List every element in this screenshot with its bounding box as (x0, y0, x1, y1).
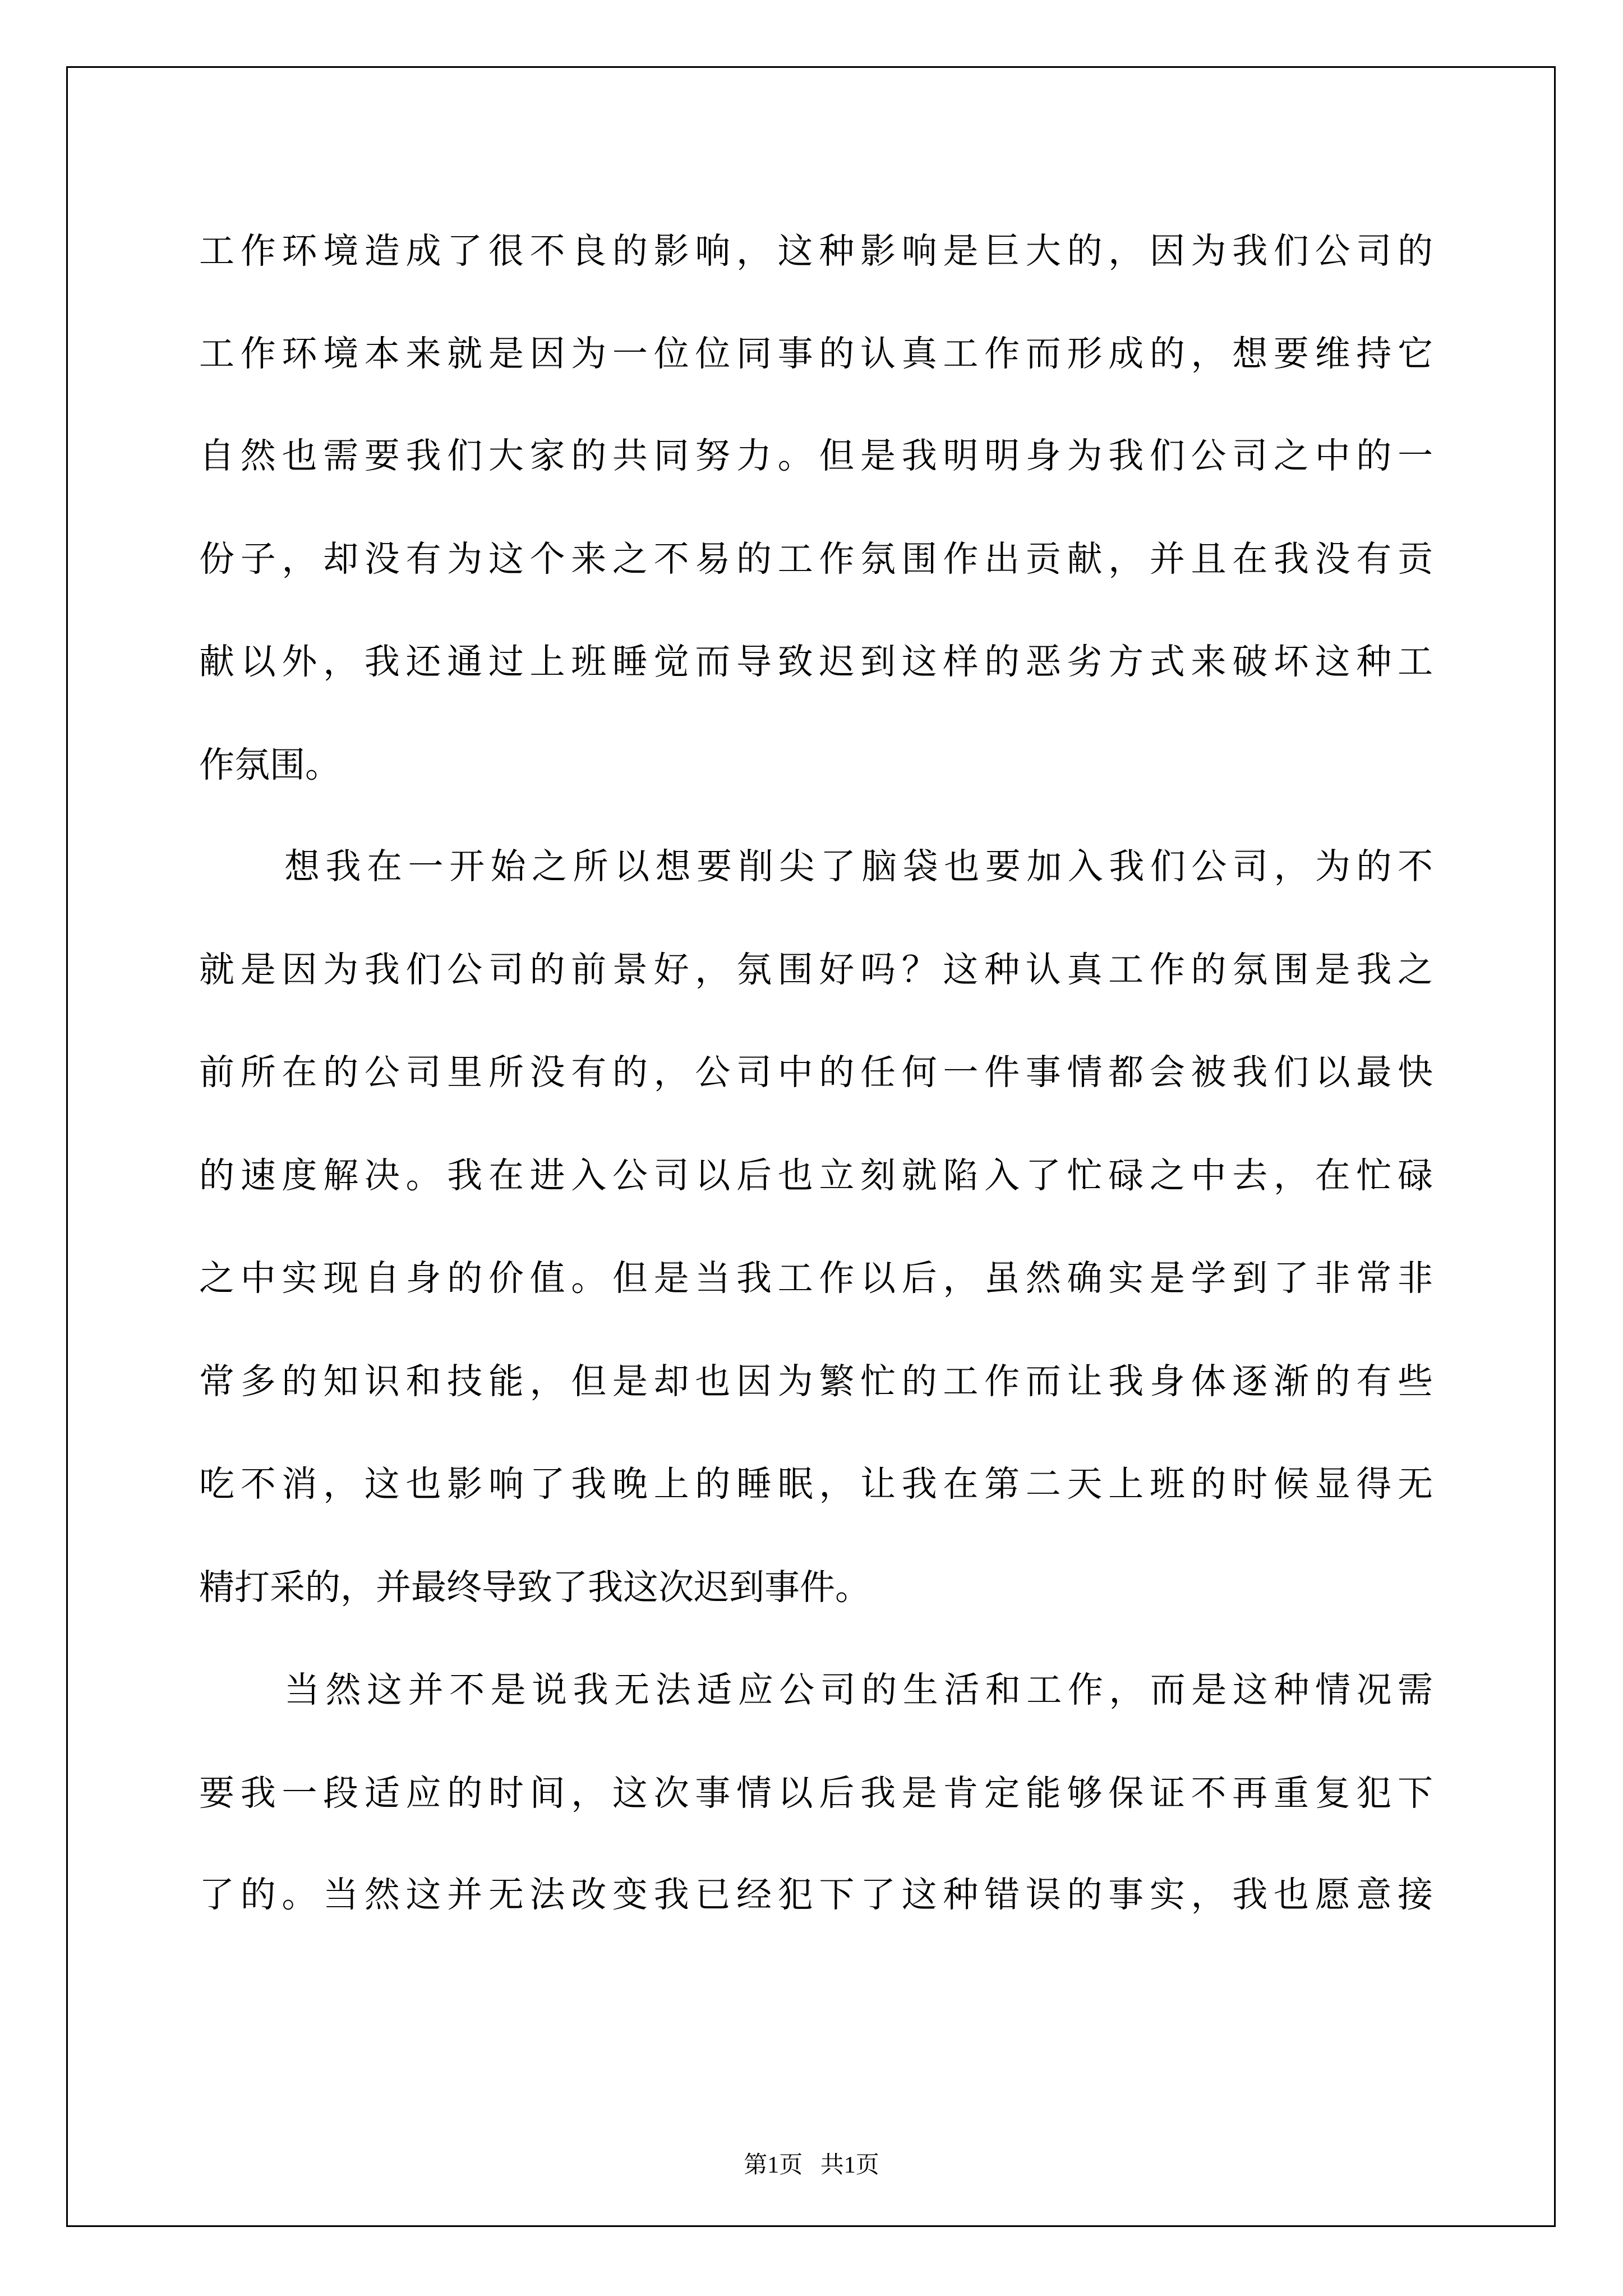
page-number-footer: 第1页 共1页 (744, 2152, 879, 2178)
paragraph-line: 了的。当然这并无法改变我已经犯下了这种错误的事实，我也愿意接 (199, 1874, 1433, 1915)
paragraph-line: 自然也需要我们大家的共同努力。但是我明明身为我们公司之中的一 (199, 435, 1433, 476)
paragraph-line: 份子，却没有为这个来之不易的工作氛围作出贡献，并且在我没有贡 (199, 539, 1433, 579)
paragraph-line: 工作环境造成了很不良的影响，这种影响是巨大的，因为我们公司的 (199, 231, 1433, 272)
paragraph-line: 常多的知识和技能，但是却也因为繁忙的工作而让我身体逐渐的有些 (199, 1361, 1433, 1402)
paragraph-line: 当然这并不是说我无法适应公司的生活和工作，而是这种情况需 (284, 1669, 1433, 1710)
paragraph-line: 要我一段适应的时间，这次事情以后我是肯定能够保证不再重复犯下 (199, 1773, 1433, 1814)
paragraph-line: 精打采的，并最终导致了我这次迟到事件。 (199, 1567, 870, 1608)
paragraph-line: 工作环境本来就是因为一位位同事的认真工作而形成的，想要维持它 (199, 333, 1433, 374)
paragraph-line: 想我在一开始之所以想要削尖了脑袋也要加入我们公司，为的不 (284, 846, 1433, 887)
paragraph-line: 作氛围。 (199, 744, 340, 785)
paragraph-line: 献以外，我还通过上班睡觉而导致迟到这样的恶劣方式来破坏这种工 (199, 641, 1433, 682)
paragraph-line: 的速度解决。我在进入公司以后也立刻就陷入了忙碌之中去，在忙碌 (199, 1155, 1433, 1196)
paragraph-line: 吃不消，这也影响了我晚上的睡眠，让我在第二天上班的时候显得无 (199, 1464, 1433, 1504)
paragraph-line: 就是因为我们公司的前景好，氛围好吗？这种认真工作的氛围是我之 (199, 949, 1433, 990)
paragraph-line: 前所在的公司里所没有的，公司中的任何一件事情都会被我们以最快 (199, 1052, 1433, 1093)
paragraph-line: 之中实现自身的价值。但是当我工作以后，虽然确实是学到了非常非 (199, 1258, 1433, 1299)
